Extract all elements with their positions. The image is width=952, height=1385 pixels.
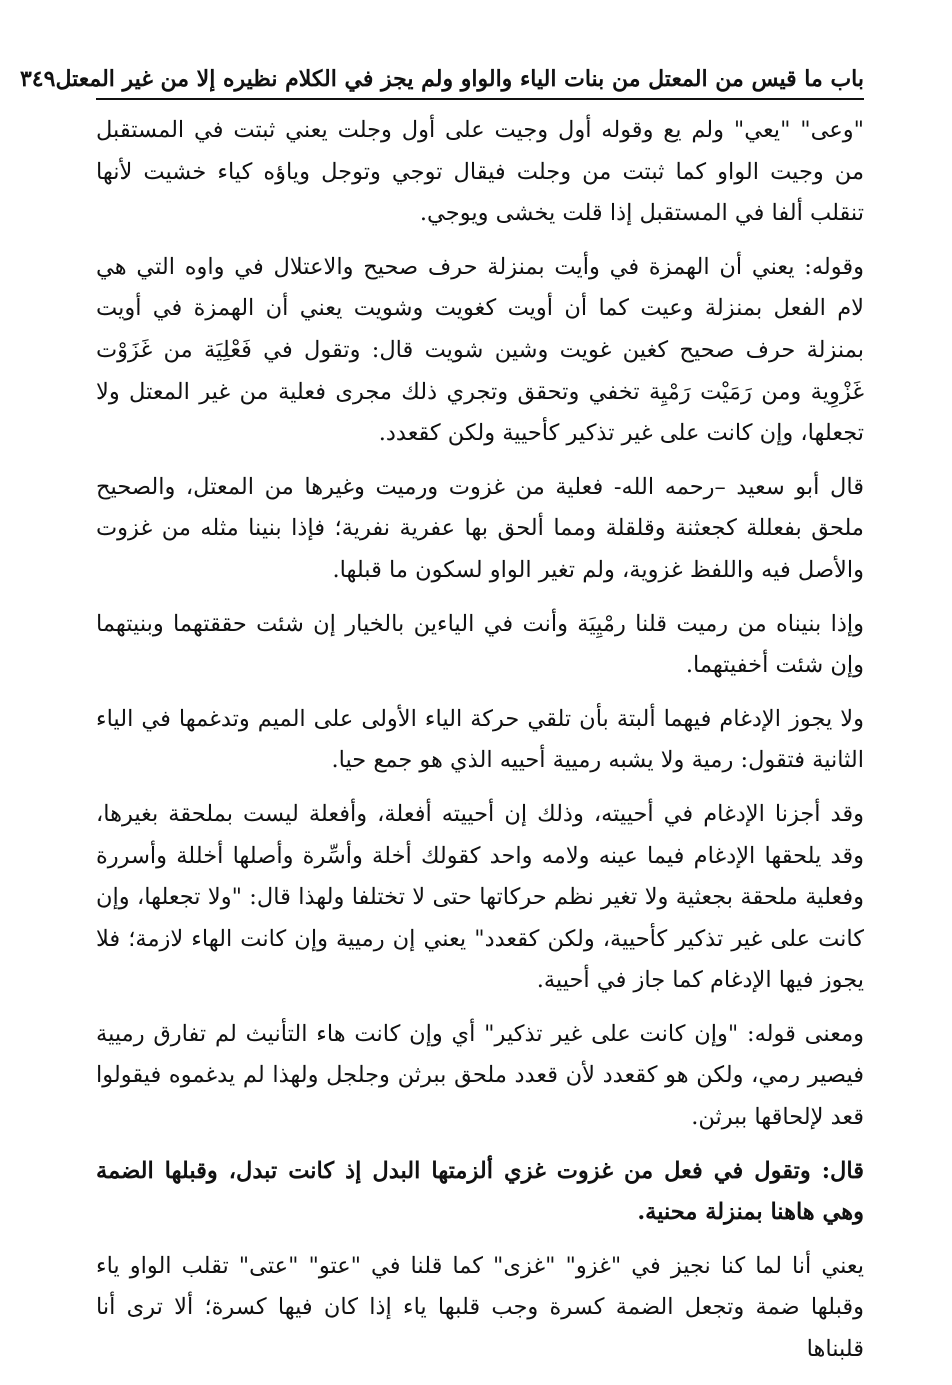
paragraph-4: وإذا بنيناه من رميت قلنا رمْيِيَة وأنت في الياءين بالخيار إن شئت حققتهما وبنيتهما وإن شئت أخفيتهما. — [96, 610, 864, 679]
header-rule — [96, 98, 864, 100]
paragraph-9: يعني أنا لما كنا نجيز في "غزو" "غزى" كما قلنا في "عتو" "عتى" تقلب الواو ياء وقبلها ضمة وتجعل الضمة كسرة وجب قلبها ياء إذا كان فيها كسرة؛ ألا ترى أنا قلبناها — [96, 1252, 864, 1363]
page — [19, 52, 864, 1363]
paragraph-8-quote: قال: وتقول في فعل من غزوت غزي ألزمتها البدل إذ كانت تبدل، وقبلها الضمة وهي هاهنا بمنزلة محنية. — [96, 1157, 864, 1226]
paragraph-2: وقوله: يعني أن الهمزة في وأيت بمنزلة حرف صحيح والاعتلال في واوه التي هي لام الفعل بمنزلة وعيت كما أن أويت كغويت وشويت يعني أن الهمزة في أويت بمنزلة حرف صحيح كغين غويت وشين شويت قال: وتقول في فَعْلِيَة من غَزَوْت غَزْوِية ومن رَمَيْت رَمْيِة تخفي وتحقق وتجري ذلك مجرى فعلية من غير المعتل ولا تجعلها، وإن كانت على غير تذكير كأحيية ولكن كقعدد. — [96, 253, 864, 447]
paragraph-3: قال أبو سعيد –رحمه الله- فعلية من غزوت ورميت وغيرها من المعتل، والصحيح ملحق بفعللة كجعثنة وقلقلة ومما ألحق بها عفرية نفرية؛ فإذا بنينا مثله من غزوت والأصل فيه واللفظ غزوية، ولم تغير الواو لسكون ما قبلها. — [96, 473, 864, 583]
running-header — [19, 52, 864, 96]
paragraph-5: ولا يجوز الإدغام فيهما ألبتة بأن تلقي حركة الياء الأولى على الميم وتدغمها في الياء الثانية فتقول: رمية ولا يشبه رميية أحييه الذي هو جمع حيا. — [96, 705, 864, 774]
paragraph-6: وقد أجزنا الإدغام في أحييته، وذلك إن أحييته أفعلة، وأفعلة ليست بملحقة بغيرها، وقد يلحقها الإدغام فيما عينه ولامه واحد كقولك أخلة وأسِّرة وأصلها أخللة وأسررة وفعلية ملحقة بجعثية ولا تغير نظم حركاتها حتى لا تختلفا ولهذا قال: "ولا تجعلها، وإن كانت على غير تذكير كأحيية، ولكن كقعدد" يعني إن رميية وإن كانت الهاء لازمة؛ فلا يجوز فيها الإدغام كما جاز في أحيية. — [96, 800, 864, 994]
page-body — [96, 110, 864, 1371]
paragraph-7: ومعنى قوله: "وإن كانت على غير تذكير" أي وإن كانت هاء التأنيث لم تفارق رميية فيصير رمي، ولكن هو كقعدد لأن قعدد ملحق ببرثن وجلجل ولهذا لم يدغموه فيقولوا قعد لإلحاقها ببرثن. — [96, 1020, 864, 1131]
paragraph-1: "وعى" "يعي" ولم يع وقوله أول وجيت على أول وجلت يعني ثبتت في المستقبل من وجيت الواو كما ثبتت من وجلت فيقال توجي وتوجل وياؤه كياء خشيت لأنها تنقلب ألفا في المستقبل إذا قلت يخشى ويوجي. — [96, 117, 864, 227]
header-title: باب ما قيس من المعتل من بنات الياء والواو ولم يجز في الكلام نظيره إلا من غير المعتل — [55, 66, 864, 92]
page-number: ٣٤٩ — [19, 66, 56, 92]
